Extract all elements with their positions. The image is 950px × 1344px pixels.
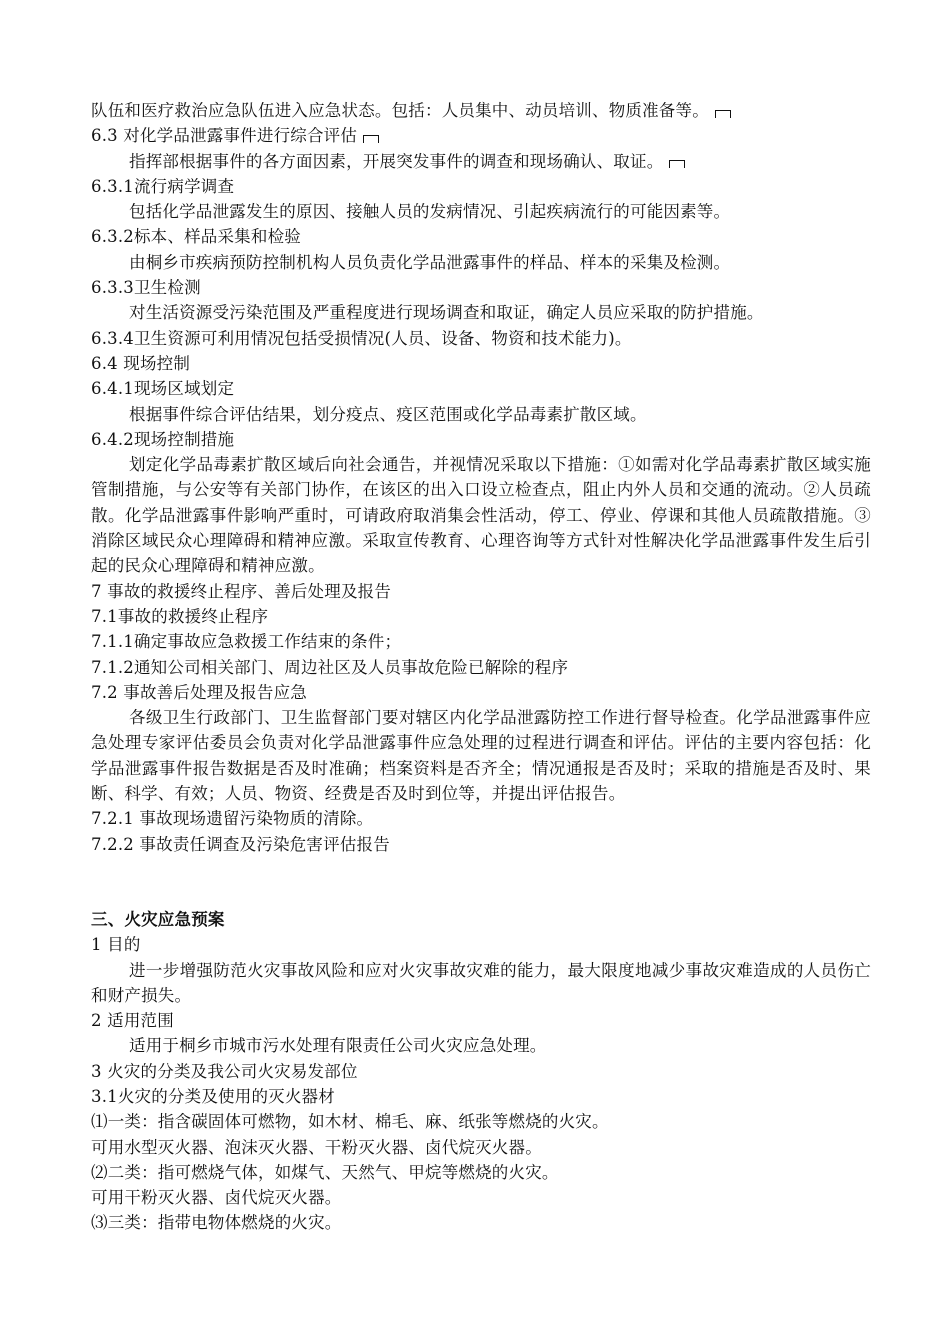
text-line: 适用于桐乡市城市污水处理有限责任公司火灾应急处理。: [129, 1036, 547, 1056]
text-line: 由桐乡市疾病预防控制机构人员负责化学品泄露事件的样品、样本的采集及检测。: [129, 252, 731, 272]
text-line: 包括化学品泄露发生的原因、接触人员的发病情况、引起疾病流行的可能因素等。: [129, 202, 731, 222]
section-heading: 1 目的: [91, 935, 141, 955]
section-heading: 6.4 现场控制: [91, 353, 191, 373]
section-heading: 6.3.2标本、样品采集和检验: [91, 227, 301, 247]
text-line: 可用干粉灭火器、卤代烷灭火器。: [91, 1188, 342, 1208]
text-line: ⑴一类：指含碳固体可燃物，如木材、棉毛、麻、纸张等燃烧的火灾。: [91, 1112, 609, 1132]
paragraph: 划定化学品毒素扩散区域后向社会通告，并视情况采取以下措施：①如需对化学品毒素扩散区域实施管制措施，与公安等有关部门协作，在该区的出入口设立检查点，阻止内外人员和交通的流动。②人员疏散。化学品泄露事件影响严重时，可请政府取消集会性活动，停工、停业、停课和其他人员疏散措施。③消除区域民众心理障碍和精神应激。采取宣传教育、心理咨询等方式针对性解决化学品泄露事件发生后引起的民众心理障碍和精神应激。: [91, 455, 871, 576]
section-heading: 7.1事故的救援终止程序: [91, 606, 269, 626]
section-heading: 7 事故的救援终止程序、善后处理及报告: [91, 581, 392, 601]
text-line: 根据事件综合评估结果，划分疫点、疫区范围或化学品毒素扩散区域。: [129, 404, 647, 424]
text-line: 7.1.2通知公司相关部门、周边社区及人员事故危险已解除的程序: [91, 657, 569, 677]
section-heading: 3.1火灾的分类及使用的灭火器材: [91, 1086, 335, 1106]
section-heading: 3 火灾的分类及我公司火灾易发部位: [91, 1061, 358, 1081]
text-line: ⑶三类：指带电物体燃烧的火灾。: [91, 1213, 342, 1233]
chapter-heading: 三、火灾应急预案: [91, 909, 225, 929]
paragraph: 进一步增强防范火灾事故风险和应对火灾事故灾难的能力，最大限度地减少事故灾难造成的人员伤亡和财产损失。: [91, 960, 871, 1005]
section-heading: 7.2 事故善后处理及报告应急: [91, 682, 307, 702]
text-line: 7.2.2 事故责任调查及污染危害评估报告: [91, 834, 390, 854]
text-line: 7.1.1确定事故应急救援工作结束的条件；: [91, 632, 402, 652]
paragraph-mark-icon: [669, 160, 685, 168]
section-heading: 6.4.1现场区域划定: [91, 379, 235, 399]
section-heading: 6.3.3卫生检测: [91, 278, 201, 298]
paragraph-mark-icon: [363, 135, 379, 143]
section-heading: 6.4.2现场控制措施: [91, 429, 235, 449]
paragraph-mark-icon: [715, 110, 731, 118]
text-line: 对生活资源受污染范围及严重程度进行现场调查和取证，确定人员应采取的防护措施。: [129, 303, 764, 323]
section-heading: 2 适用范围: [91, 1011, 174, 1031]
section-heading: 6.3.1流行病学调查: [91, 176, 235, 196]
text-line: 指挥部根据事件的各方面因素，开展突发事件的调查和现场确认、取证。: [91, 149, 871, 174]
document-body: [91, 98, 871, 1236]
text-line: 7.2.1 事故现场遗留污染物质的清除。: [91, 809, 374, 829]
section-heading: 6.3 对化学品泄露事件进行综合评估: [91, 123, 871, 148]
text-line: ⑵二类：指可燃烧气体，如煤气、天然气、甲烷等燃烧的火灾。: [91, 1162, 559, 1182]
text-line: 队伍和医疗救治应急队伍进入应急状态。包括：人员集中、动员培训、物质准备等。: [91, 98, 871, 123]
text-line: 可用水型灭火器、泡沫灭火器、干粉灭火器、卤代烷灭火器。: [91, 1137, 542, 1157]
paragraph: 各级卫生行政部门、卫生监督部门要对辖区内化学品泄露防控工作进行督导检查。化学品泄露事件应急处理专家评估委员会负责对化学品泄露事件应急处理的过程进行调查和评估。评估的主要内容包括：化学品泄露事件报告数据是否及时准确；档案资料是否齐全；情况通报是否及时；采取的措施是否及时、果断、科学、有效；人员、物资、经费是否及时到位等，并提出评估报告。: [91, 708, 871, 804]
spacer: [91, 857, 871, 907]
section-heading: 6.3.4卫生资源可利用情况包括受损情况(人员、设备、物资和技术能力)。: [91, 328, 632, 348]
